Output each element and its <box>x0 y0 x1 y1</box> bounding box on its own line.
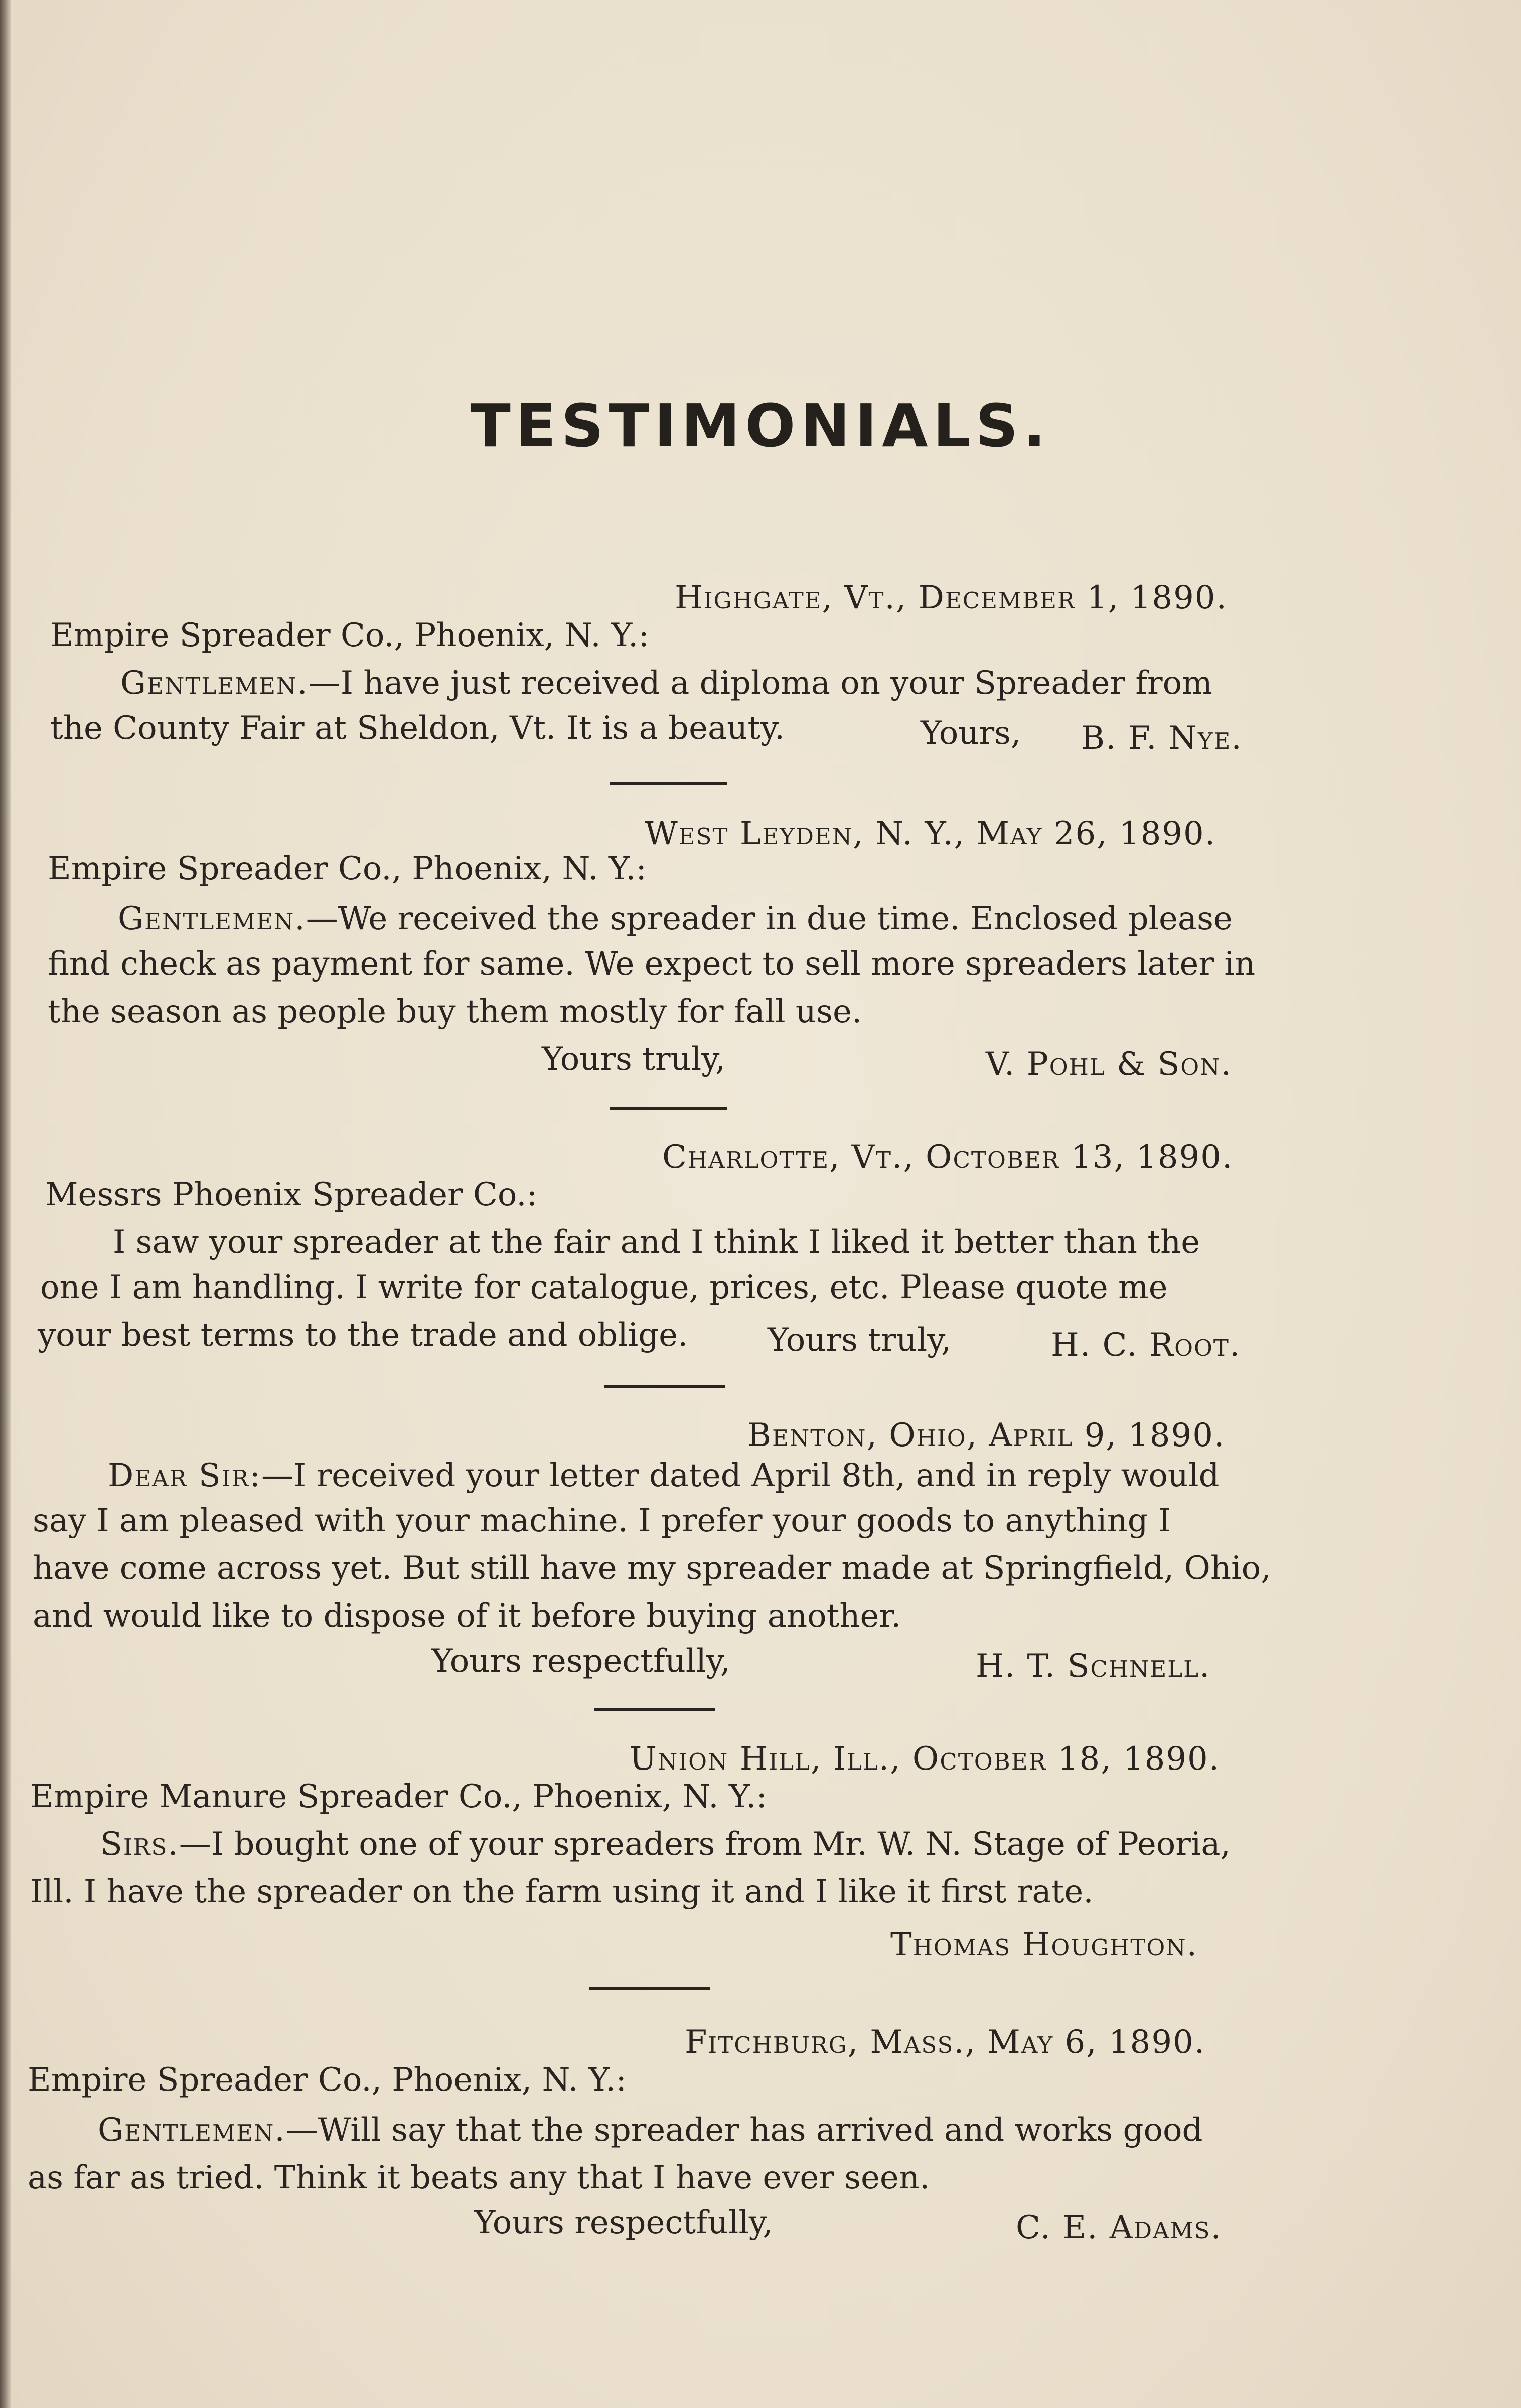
letter-address: Empire Spreader Co., Phoenix, N. Y.: <box>48 850 647 887</box>
letter-body-line: say I am pleased with your machine. I prefer your goods to anything I <box>33 1502 1171 1539</box>
letter-signature: H. T. Schnell. <box>976 1648 1211 1685</box>
letter-body-text: —We received the spreader in due time. Enclosed please <box>306 900 1233 937</box>
letter-body-line: as far as tried. Think it beats any that I have ever seen. <box>28 2159 930 2196</box>
letter-salutation: Sirs. <box>100 1826 179 1863</box>
separator-rule <box>589 1987 710 1990</box>
letter-body-text: —I received your letter dated April 8th, and in reply would <box>261 1457 1220 1494</box>
separator-rule <box>610 782 727 785</box>
letter-body-line: your best terms to the trade and oblige. <box>38 1317 688 1354</box>
letter-body-text: —I have just received a diploma on your Spreader from <box>308 665 1212 702</box>
letter-body-line: one I am handling. I write for catalogue, prices, etc. Please quote me <box>40 1269 1168 1306</box>
letter-closing: Yours truly, <box>542 1041 726 1078</box>
letter-signature: V. Pohl & Son. <box>986 1046 1232 1083</box>
letter-signature: Thomas Houghton. <box>890 1926 1198 1963</box>
letter-salutation: Gentlemen. <box>98 2112 286 2149</box>
letter-body-line <box>120 665 1212 702</box>
letter-signature: C. E. Adams. <box>1016 2209 1222 2246</box>
letter-closing: Yours truly, <box>768 1322 952 1359</box>
letter-address: Empire Spreader Co., Phoenix, N. Y.: <box>50 617 649 654</box>
letter-dateline: Highgate, Vt., December 1, 1890. <box>675 579 1228 616</box>
letter-dateline: Charlotte, Vt., October 13, 1890. <box>662 1139 1234 1176</box>
letter-body-line: the County Fair at Sheldon, Vt. It is a beauty. <box>50 710 785 747</box>
letter-salutation: Gentlemen. <box>118 900 306 937</box>
letter-dateline: Benton, Ohio, April 9, 1890. <box>747 1417 1226 1454</box>
letter-body-text: —Will say that the spreader has arrived and works good <box>285 2112 1203 2149</box>
letter-address: Empire Manure Spreader Co., Phoenix, N. Y.: <box>30 1778 767 1815</box>
letter-closing: Yours respectfully, <box>431 1643 730 1680</box>
page-title: TESTIMONIALS. <box>470 391 1051 460</box>
letter-signature: H. C. Root. <box>1051 1327 1241 1364</box>
letter-closing: Yours, <box>921 715 1021 752</box>
letter-dateline: Fitchburg, Mass., May 6, 1890. <box>685 2024 1206 2061</box>
letter-body-line <box>100 1826 1231 1863</box>
letter-salutation: Dear Sir: <box>108 1457 261 1494</box>
letter-body-line <box>108 1457 1220 1494</box>
letter-body-line <box>98 2112 1203 2149</box>
separator-rule <box>594 1708 715 1711</box>
letter-closing: Yours respectfully, <box>474 2204 773 2241</box>
letter-body-line: find check as payment for same. We expect to sell more spreaders later in <box>48 945 1256 983</box>
letter-signature: B. F. Nye. <box>1081 720 1243 757</box>
letter-dateline: Union Hill, Ill., October 18, 1890. <box>630 1740 1221 1778</box>
letter-body-line: I saw your spreader at the fair and I think I liked it better than the <box>113 1224 1200 1261</box>
page-spine-shadow <box>0 0 11 2408</box>
letter-body-line <box>118 900 1233 937</box>
letter-body-line: the season as people buy them mostly for fall use. <box>48 993 862 1030</box>
letter-body-line: Ill. I have the spreader on the farm using it and I like it first rate. <box>30 1873 1094 1910</box>
separator-rule <box>604 1385 725 1388</box>
letter-salutation: Gentlemen. <box>120 665 309 702</box>
letter-body-text: —I bought one of your spreaders from Mr. W. N. Stage of Peoria, <box>179 1826 1231 1863</box>
separator-rule <box>610 1107 727 1110</box>
letter-body-line: have come across yet. But still have my spreader made at Springfield, Ohio, <box>33 1550 1271 1587</box>
letter-address: Messrs Phoenix Spreader Co.: <box>45 1176 538 1213</box>
letter-address: Empire Spreader Co., Phoenix, N. Y.: <box>28 2061 627 2099</box>
letter-dateline: West Leyden, N. Y., May 26, 1890. <box>645 815 1216 852</box>
letter-body-line: and would like to dispose of it before buying another. <box>33 1597 901 1635</box>
